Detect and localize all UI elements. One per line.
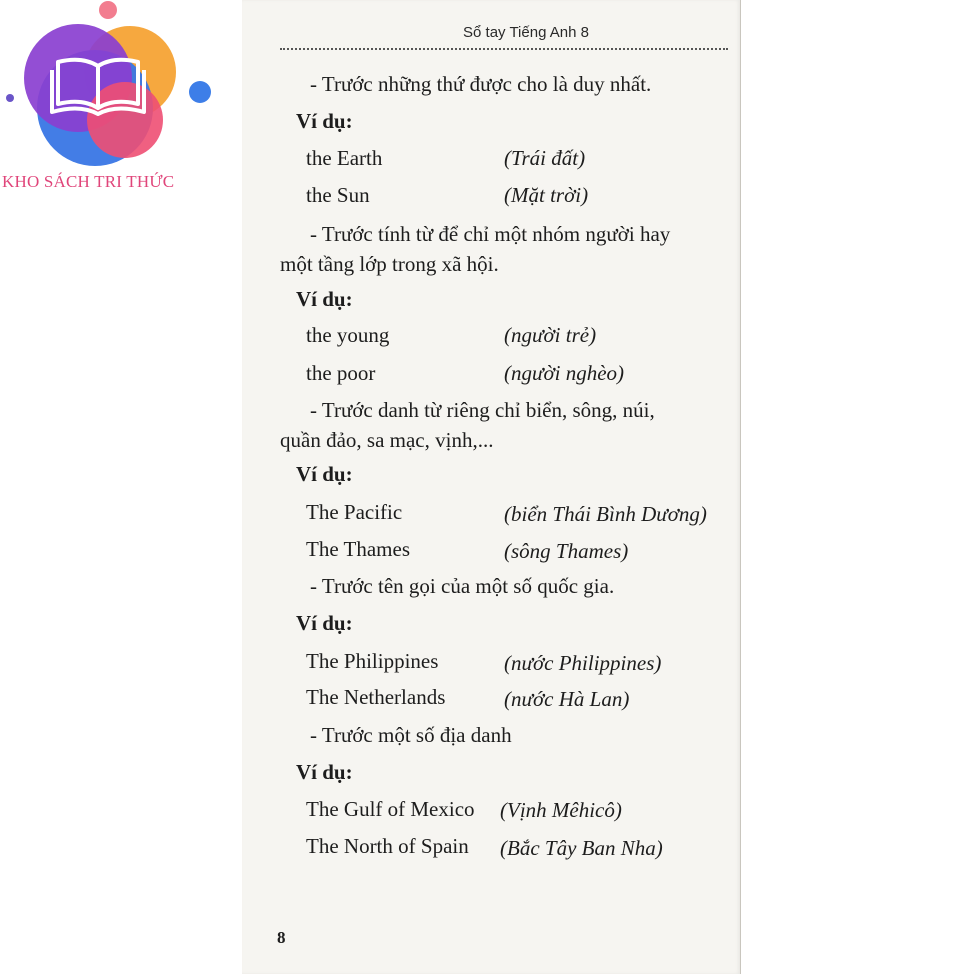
- example-english: The North of Spain: [306, 834, 469, 858]
- example-english: The Netherlands: [306, 685, 446, 709]
- example-label: Ví dụ:: [296, 109, 353, 133]
- example-english: the Earth: [306, 146, 383, 170]
- example-translation: (Trái đất): [504, 146, 586, 170]
- rule-text: - Trước một số địa danh: [310, 723, 512, 747]
- example-label: Ví dụ:: [296, 462, 353, 486]
- rule-text: - Trước những thứ được cho là duy nhất.: [310, 72, 652, 96]
- example-label: Ví dụ:: [296, 611, 353, 635]
- example-english: The Pacific: [306, 500, 403, 524]
- example-english: the poor: [306, 361, 376, 385]
- example-translation: (người trẻ): [504, 323, 597, 347]
- header-divider: [280, 48, 728, 50]
- example-english: The Gulf of Mexico: [306, 797, 475, 821]
- rule-text: - Trước danh từ riêng chỉ biển, sông, núi,: [310, 398, 655, 422]
- example-english: the young: [306, 323, 390, 347]
- example-label: Ví dụ:: [296, 760, 353, 784]
- brand-logo: [0, 0, 230, 200]
- example-translation: (Mặt trời): [504, 183, 589, 207]
- example-translation: (người nghèo): [504, 361, 625, 385]
- example-translation: (biển Thái Bình Dương): [504, 502, 707, 526]
- rule-text-continued: một tầng lớp trong xã hội.: [280, 252, 499, 276]
- example-english: The Thames: [306, 537, 410, 561]
- example-label: Ví dụ:: [296, 287, 353, 311]
- example-translation: (nước Hà Lan): [504, 687, 630, 711]
- example-translation: (Bắc Tây Ban Nha): [500, 836, 663, 860]
- book-page: [242, 0, 741, 974]
- example-translation: (Vịnh Mêhicô): [500, 798, 622, 822]
- page-number: 8: [277, 928, 286, 947]
- running-header: Sổ tay Tiếng Anh 8: [463, 24, 589, 41]
- example-translation: (nước Philippines): [504, 651, 662, 675]
- example-english: The Philippines: [306, 649, 439, 673]
- rule-text: - Trước tên gọi của một số quốc gia.: [310, 574, 615, 598]
- rule-text: - Trước tính từ để chỉ một nhóm người hay: [310, 222, 671, 246]
- rule-text-continued: quần đảo, sa mạc, vịnh,...: [280, 428, 494, 452]
- logo-text: KHO SÁCH TRI THỨC: [2, 172, 175, 191]
- example-translation: (sông Thames): [504, 539, 629, 563]
- open-book-icon: [0, 0, 230, 170]
- example-english: the Sun: [306, 183, 370, 207]
